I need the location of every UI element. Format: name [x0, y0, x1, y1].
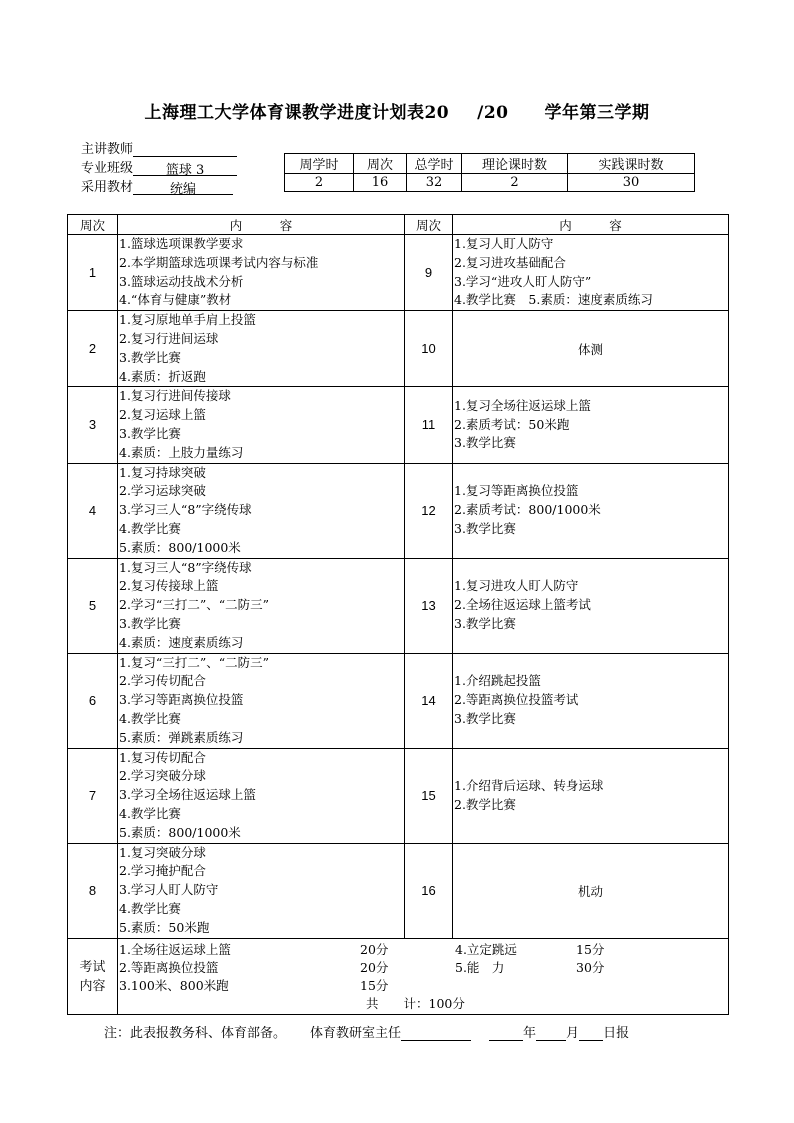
week-content — [118, 387, 405, 463]
content-item: 1.介绍跳起投篮 — [454, 673, 541, 689]
footer-note: 注：此表报教务科、体育部备。 — [104, 1026, 287, 1041]
exam-label — [68, 938, 118, 1014]
week-content — [118, 558, 405, 653]
week-content — [118, 463, 405, 558]
week-number: 15 — [405, 748, 453, 843]
class-row — [81, 157, 237, 176]
table-row — [68, 748, 729, 843]
content-item: 3.学习人盯人防守 — [119, 882, 219, 898]
summary-value: 32 — [407, 174, 462, 192]
week-content — [453, 387, 729, 463]
content-item: 3.学习全场往返运球上篮 — [119, 787, 256, 803]
flexible-cell: 机动 — [453, 843, 729, 938]
month-label: 月 — [566, 1026, 580, 1041]
content-item: 1.复习等距离换位投篮 — [454, 483, 579, 499]
week-header: 周次 — [68, 215, 118, 235]
content-item: 2.学习突破分球 — [119, 768, 206, 784]
content-item: 3.学习“进攻人盯人防守” — [454, 273, 592, 289]
class-field: 篮球 3 — [133, 159, 237, 176]
hours-summary-table — [284, 153, 695, 192]
content-item: 2.复习行进间运球 — [119, 330, 219, 346]
content-item: 2.复习运球上篮 — [119, 407, 206, 423]
content-item: 4.教学比赛 — [119, 900, 181, 916]
content-item: 3.教学比赛 — [119, 615, 181, 631]
content-item: 1.复习“三打二”、“二防三” — [119, 654, 269, 670]
content-item: 2.本学期篮球选项课考试内容与标准 — [119, 254, 319, 270]
content-item: 2.学习掩护配合 — [119, 863, 206, 879]
content-item: 4.教学比赛 — [119, 710, 181, 726]
content-item: 4.素质：速度素质练习 — [119, 634, 244, 650]
summary-value: 2 — [285, 174, 354, 192]
week-content — [453, 463, 729, 558]
week-content — [118, 235, 405, 311]
textbook-field: 统编 — [133, 178, 233, 195]
table-row — [68, 558, 729, 653]
exam-item-name: 3.100米、800米跑 — [119, 978, 229, 994]
content-item: 2.复习传接球上篮 — [119, 578, 219, 594]
footer — [104, 1022, 629, 1041]
director-label: 体育教研室主任 — [310, 1026, 402, 1041]
week-number: 13 — [405, 558, 453, 653]
content-item: 4.教学比赛 — [119, 520, 181, 536]
summary-value: 2 — [462, 174, 568, 192]
year-line — [489, 1026, 523, 1041]
content-item: 3.学习等距离换位投篮 — [119, 692, 244, 708]
exam-label-line: 考试 — [79, 959, 106, 975]
week-content — [453, 558, 729, 653]
content-item: 3.篮球运动技战术分析 — [119, 273, 244, 289]
content-item: 1.复习突破分球 — [119, 844, 206, 860]
year-label: 年 — [523, 1026, 537, 1041]
table-row — [68, 311, 729, 387]
title-mid: /20 — [477, 103, 509, 123]
content-item: 3.教学比赛 — [454, 435, 516, 451]
content-item: 3.教学比赛 — [454, 520, 516, 536]
content-item: 2.学习运球突破 — [119, 483, 206, 499]
content-item: 4.素质：折返跑 — [119, 368, 206, 384]
table-row — [68, 653, 729, 748]
director-signature-line — [401, 1026, 471, 1041]
content-item: 5.素质：50米跑 — [119, 919, 210, 935]
content-header: 内 容 — [453, 215, 729, 235]
content-item: 4.教学比赛 5.素质：速度素质练习 — [454, 292, 653, 308]
week-number: 1 — [68, 235, 118, 311]
week-content — [118, 653, 405, 748]
title-prefix: 上海理工大学体育课教学进度计划表20 — [144, 103, 450, 123]
content-item: 1.复习进攻人盯人防守 — [454, 578, 579, 594]
content-item: 1.复习三人“8”字绕传球 — [119, 559, 252, 575]
week-content — [118, 311, 405, 387]
summary-header: 周次 — [354, 154, 407, 174]
exam-item-score: 30分 — [576, 960, 605, 976]
content-item: 4.素质：上肢力量练习 — [119, 444, 244, 460]
week-content — [118, 748, 405, 843]
content-item: 1.复习原地单手肩上投篮 — [119, 312, 256, 328]
content-item: 2.教学比赛 — [454, 796, 516, 812]
content-item: 5.素质：800/1000米 — [119, 539, 241, 555]
month-line — [536, 1026, 566, 1041]
content-item: 3.教学比赛 — [454, 615, 516, 631]
week-number: 9 — [405, 235, 453, 311]
content-item: 2.学习“三打二”、“二防三” — [119, 597, 269, 613]
week-number: 10 — [405, 311, 453, 387]
week-number: 3 — [68, 387, 118, 463]
content-item: 5.素质：弹跳素质练习 — [119, 729, 244, 745]
content-item: 1.介绍背后运球、转身运球 — [454, 777, 604, 793]
page-title — [0, 98, 794, 123]
content-item: 3.教学比赛 — [119, 349, 181, 365]
summary-header: 理论课时数 — [462, 154, 568, 174]
week-content — [453, 235, 729, 311]
content-item: 2.等距离换位投篮考试 — [454, 692, 579, 708]
week-number: 12 — [405, 463, 453, 558]
exam-label-line: 内容 — [79, 978, 106, 994]
week-number: 7 — [68, 748, 118, 843]
content-item: 3.教学比赛 — [454, 710, 516, 726]
week-number: 14 — [405, 653, 453, 748]
schedule-table — [67, 214, 729, 1015]
exam-item-score: 15分 — [576, 942, 605, 958]
exam-total: 共 计：100分 — [366, 996, 465, 1012]
week-number: 5 — [68, 558, 118, 653]
week-number: 2 — [68, 311, 118, 387]
class-label: 专业班级 — [81, 161, 134, 176]
week-content — [453, 748, 729, 843]
exam-item-name: 4.立定跳远 — [455, 942, 517, 958]
content-item: 2.学习传切配合 — [119, 673, 206, 689]
exam-item-name: 5.能 力 — [455, 960, 505, 976]
exam-item-score: 15分 — [360, 978, 389, 994]
content-item: 3.教学比赛 — [119, 425, 181, 441]
week-content — [118, 843, 405, 938]
content-item: 5.素质：800/1000米 — [119, 824, 241, 840]
exam-row — [68, 938, 729, 1014]
exam-item-name: 1.全场往返运球上篮 — [119, 942, 231, 958]
teacher-row — [81, 138, 237, 157]
week-number: 6 — [68, 653, 118, 748]
week-number: 4 — [68, 463, 118, 558]
content-item: 1.篮球选项课教学要求 — [119, 236, 244, 251]
week-content — [453, 653, 729, 748]
summary-value: 30 — [568, 174, 695, 192]
table-row — [68, 387, 729, 463]
content-item: 4.“体育与健康”教材 — [119, 292, 232, 308]
summary-header: 总学时 — [407, 154, 462, 174]
exam-content — [118, 938, 729, 1014]
content-item: 1.复习持球突破 — [119, 464, 206, 480]
content-header: 内 容 — [118, 215, 405, 235]
content-item: 2.素质考试：800/1000米 — [454, 502, 601, 518]
title-suffix: 学年第三学期 — [544, 103, 650, 123]
week-number: 16 — [405, 843, 453, 938]
content-item: 2.全场往返运球上篮考试 — [454, 597, 591, 613]
content-item: 1.复习人盯人防守 — [454, 236, 554, 251]
content-item: 2.素质考试：50米跑 — [454, 416, 570, 432]
table-row — [68, 843, 729, 938]
content-item: 1.复习传切配合 — [119, 749, 206, 765]
textbook-row — [81, 176, 233, 195]
summary-header: 周学时 — [285, 154, 354, 174]
content-item: 2.复习进攻基础配合 — [454, 254, 566, 270]
table-row — [68, 463, 729, 558]
week-header: 周次 — [405, 215, 453, 235]
physical-test-cell: 体测 — [453, 311, 729, 387]
content-item: 1.复习行进间传接球 — [119, 388, 231, 404]
day-report-label: 日报 — [603, 1026, 630, 1041]
teacher-label: 主讲教师 — [81, 142, 134, 157]
exam-item-name: 2.等距离换位投篮 — [119, 960, 219, 976]
content-item: 4.教学比赛 — [119, 805, 181, 821]
summary-header: 实践课时数 — [568, 154, 695, 174]
exam-item-score: 20分 — [360, 960, 389, 976]
exam-item-score: 20分 — [360, 942, 389, 958]
teacher-field — [133, 140, 237, 157]
content-item: 1.复习全场往返运球上篮 — [454, 397, 591, 413]
textbook-label: 采用教材 — [81, 180, 134, 195]
table-row — [68, 235, 729, 311]
day-line — [579, 1026, 603, 1041]
content-item: 3.学习三人“8”字绕传球 — [119, 502, 252, 518]
summary-value: 16 — [354, 174, 407, 192]
week-number: 8 — [68, 843, 118, 938]
week-number: 11 — [405, 387, 453, 463]
